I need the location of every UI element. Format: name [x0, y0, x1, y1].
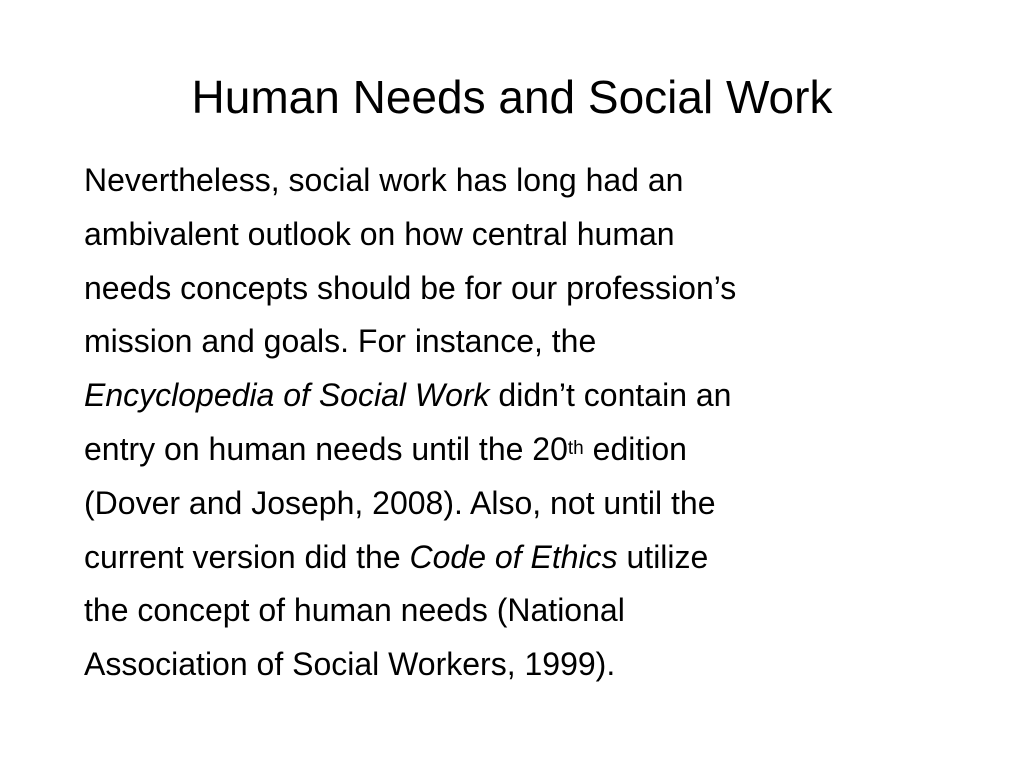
ordinal-superscript: th — [567, 437, 584, 459]
body-line-5-rest: didn’t contain an — [489, 377, 732, 414]
body-line-7: (Dover and Joseph, 2008). Also, not until the — [84, 484, 716, 521]
body-line-3: needs concepts should be for our profession’s — [84, 269, 737, 306]
body-line-6-pre: entry on human needs until the 20 — [84, 430, 568, 467]
body-line-2: ambivalent outlook on how central human — [84, 215, 675, 252]
code-of-ethics-title: Code of Ethics — [409, 538, 618, 575]
body-line-8 — [84, 531, 973, 585]
body-line-9: the concept of human needs (National — [84, 592, 625, 629]
body-line-5 — [84, 369, 973, 423]
slide-body-paragraph — [84, 154, 973, 692]
body-line-4: mission and goals. For instance, the — [84, 323, 597, 360]
body-line-1: Nevertheless, social work has long had an — [84, 162, 684, 198]
body-line-6-post: edition — [583, 430, 687, 467]
slide-title: Human Needs and Social Work — [191, 71, 833, 123]
body-line-8-pre: current version did the — [84, 538, 410, 575]
encyclopedia-title: Encyclopedia of Social Work — [84, 377, 490, 414]
body-line-8-post: utilize — [617, 538, 709, 575]
body-line-10: Association of Social Workers, 1999). — [84, 646, 616, 683]
body-line-6 — [84, 423, 973, 477]
